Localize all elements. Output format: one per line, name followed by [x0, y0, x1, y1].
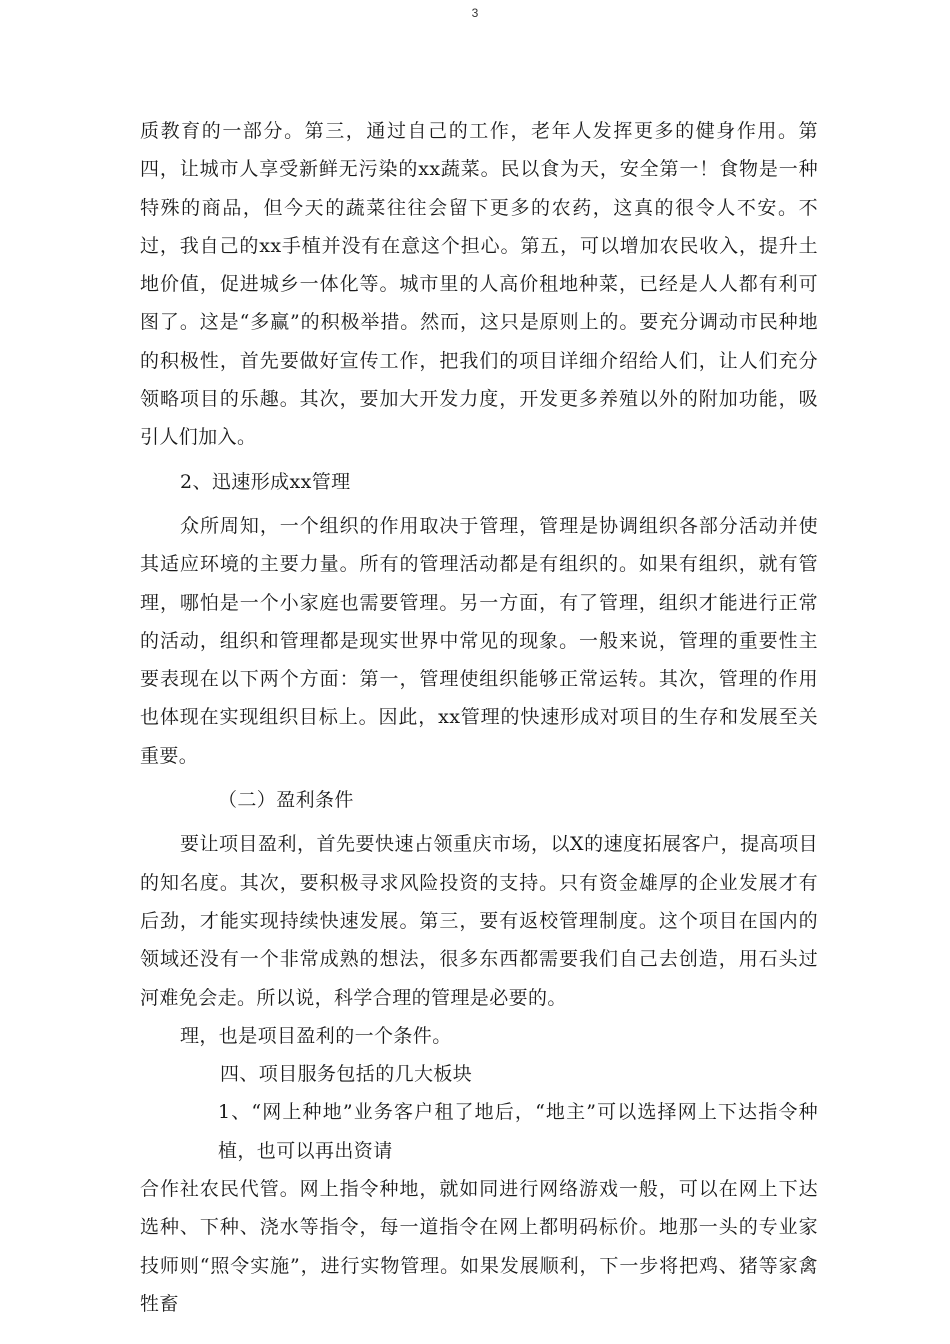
- page-number: 3: [471, 6, 479, 20]
- paragraph-benefits: 质教育的一部分。第三，通过自己的工作，老年人发挥更多的健身作用。第四，让城市人享受新鲜无污染的xx蔬菜。民以食为天，安全第一！食物是一种特殊的商品，但今天的蔬菜往往会留下更多的农药，这真的很令人不安。不过，我自己的xx手植并没有在意这个担心。第五，可以增加农民收入，提升土地价值，促进城乡一体化等。城市里的人高价租地种菜，已经是人人都有利可图了。这是“多赢”的积极举措。然而，这只是原则上的。要充分调动市民种地的积极性，首先要做好宣传工作，把我们的项目详细介绍给人们，让人们充分领略项目的乐趣。其次，要加大开发力度，开发更多养殖以外的附加功能，吸引人们加入。: [140, 120, 818, 449]
- paragraph-online-farming: 合作社农民代管。网上指令种地，就如同进行网络游戏一般，可以在网上下达选种、下种、浇水等指令，每一道指令在网上都明码标价。地那一头的专业家技师则“照令实施”，进行实物管理。如果发展顺利，下一步将把鸡、猪等家禽牲畜: [140, 1178, 818, 1315]
- heading-rapid-management: 2、迅速形成xx管理: [180, 470, 351, 493]
- paragraph-management: 众所周知，一个组织的作用取决于管理，管理是协调组织各部分活动并使其适应环境的主要力量。所有的管理活动都是有组织的。如果有组织，就有管理，哪怕是一个小家庭也需要管理。另一方面，有了管理，组织才能进行正常的活动，组织和管理都是现实世界中常见的现象。一般来说，管理的重要性主要表现在以下两个方面：第一，管理使组织能够正常运转。其次，管理的作用也体现在实现组织目标上。因此，xx管理的快速形成对项目的生存和发展至关重要。: [140, 514, 818, 767]
- heading-online-farming: 1、“网上种地”业务客户租了地后，“地主”可以选择网上下达指令种植，也可以再出资请: [218, 1101, 818, 1162]
- heading-service-sections: 四、项目服务包括的几大板块: [220, 1063, 473, 1086]
- paragraph-profit-continued: 理，也是项目盈利的一个条件。: [180, 1024, 452, 1047]
- paragraph-profit: 要让项目盈利，首先要快速占领重庆市场，以X的速度拓展客户，提高项目的知名度。其次，要积极寻求风险投资的支持。只有资金雄厚的企业发展才有后劲，才能实现持续快速发展。第三，要有返校管理制度。这个项目在国内的领域还没有一个非常成熟的想法，很多东西都需要我们自己去创造，用石头过河难免会走。所以说，科学合理的管理是必要的。: [140, 833, 818, 1009]
- document-body: [140, 112, 818, 1323]
- heading-profit-conditions: （二）盈利条件: [218, 789, 354, 812]
